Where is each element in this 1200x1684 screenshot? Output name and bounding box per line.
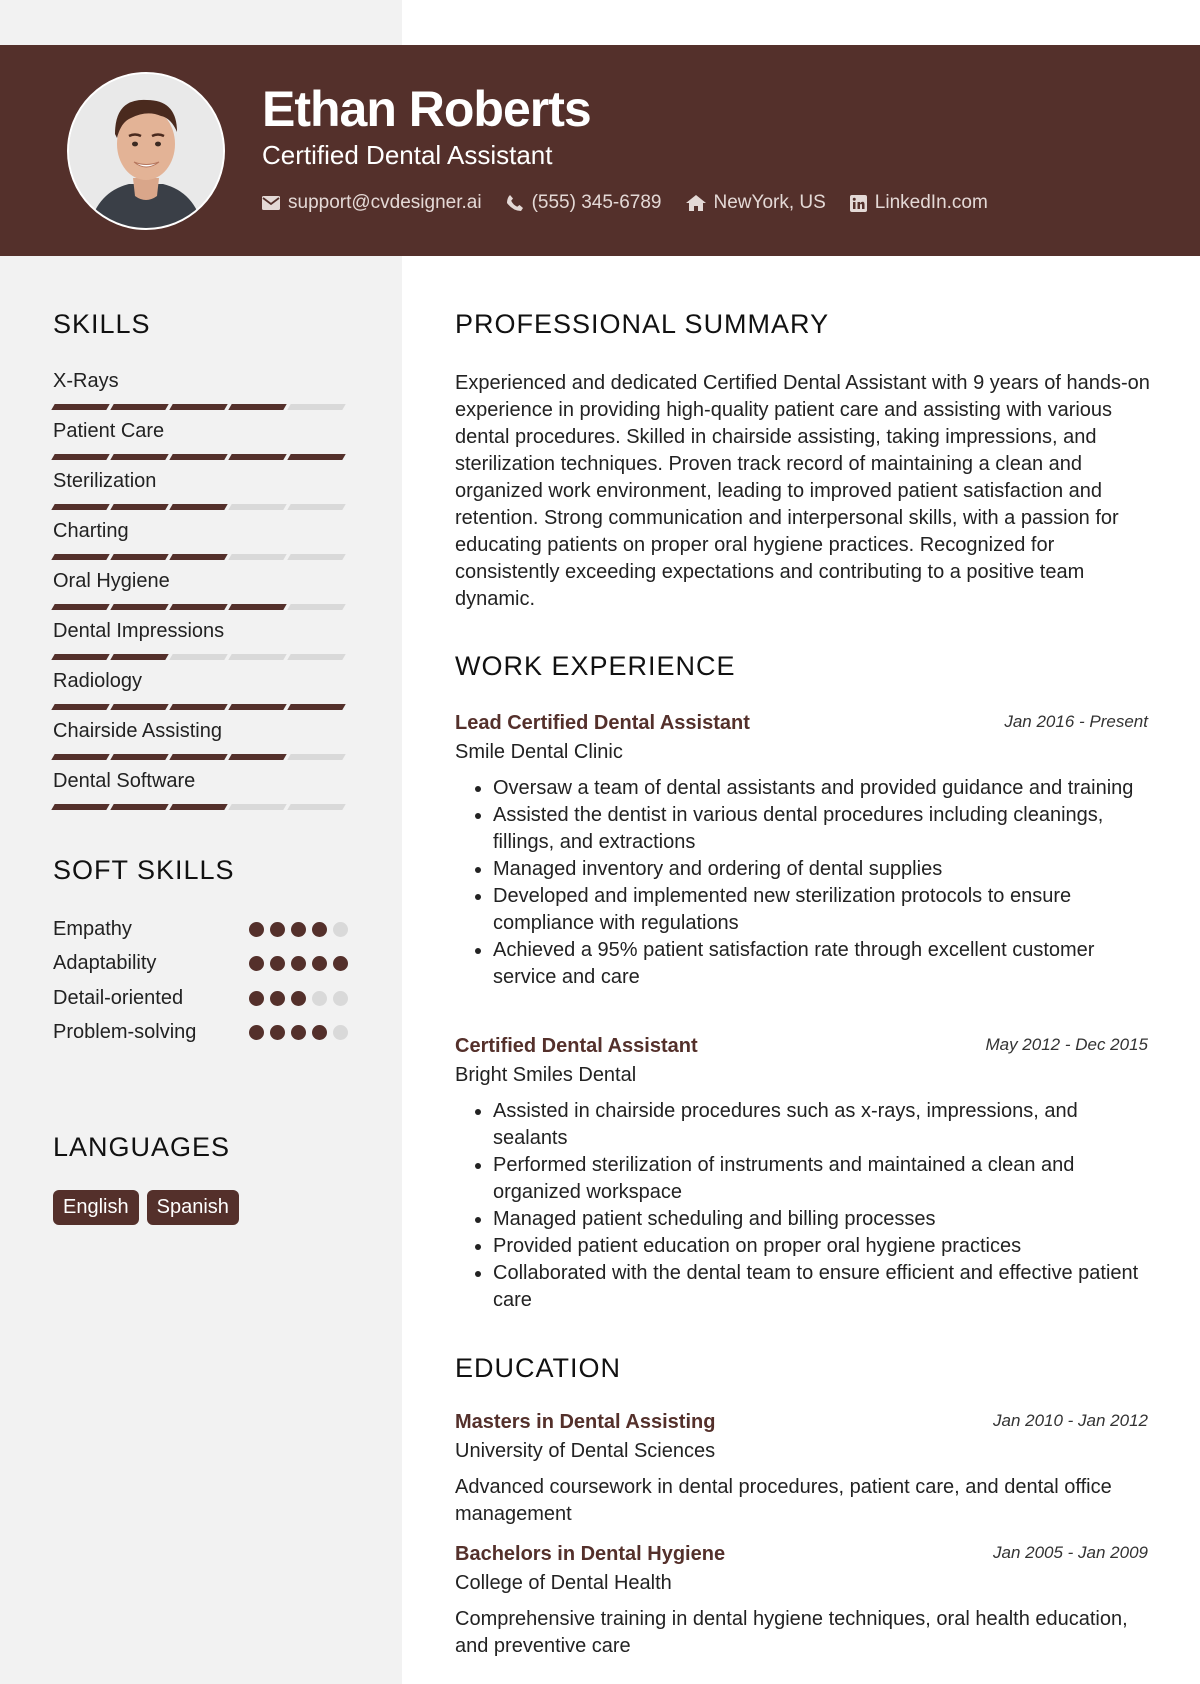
skill-level-segment <box>287 604 345 610</box>
skill-level-segment <box>287 654 345 660</box>
skill-level-segment <box>110 404 168 410</box>
rating-dot <box>249 991 264 1006</box>
skill-name: Patient Care <box>53 420 165 442</box>
soft-skill-name: Detail-oriented <box>53 986 184 1009</box>
rating-dot <box>249 956 264 971</box>
skill-level-segment <box>228 754 286 760</box>
skill-level-segment <box>228 654 286 660</box>
skill-level-segment <box>169 704 227 710</box>
bullet-item: • Achieved a 95% patient satisfaction rate through excellent customer service and care <box>493 937 1148 991</box>
home-icon <box>686 195 706 211</box>
rating-dot <box>333 991 348 1006</box>
job-role: Lead Certified Dental Assistant <box>455 712 750 734</box>
bullet-item: • Collaborated with the dental team to ensure efficient and effective patient care <box>493 1260 1148 1314</box>
education-description: Advanced coursework in dental procedures, patient care, and dental office management <box>455 1476 1112 1525</box>
rating-dot <box>270 956 285 971</box>
skill-level-segment <box>51 504 109 510</box>
skill-item <box>53 768 348 818</box>
bullet-item: • Provided patient education on proper oral hygiene practices <box>493 1233 1148 1260</box>
candidate-title: Certified Dental Assistant <box>262 140 553 170</box>
rating-dot <box>291 922 306 937</box>
skill-level-bar <box>53 654 344 660</box>
skill-level-segment <box>169 804 227 810</box>
soft-skill-name: Problem-solving <box>53 1021 197 1044</box>
skill-item <box>53 468 348 518</box>
skill-item <box>53 618 348 668</box>
skill-level-bar <box>53 454 344 460</box>
skill-name: Radiology <box>53 670 142 692</box>
skill-level-segment <box>51 704 109 710</box>
skill-level-segment <box>287 704 345 710</box>
soft-skill-rating <box>249 991 348 1006</box>
soft-skill-item <box>53 981 348 1016</box>
bullet-item: • Developed and implemented new sterilization protocols to ensure compliance with regulations <box>493 883 1148 937</box>
skill-level-segment <box>51 404 109 410</box>
contact-email[interactable] <box>262 192 482 214</box>
skill-level-segment <box>169 454 227 460</box>
email-text: support@cvdesigner.ai <box>288 192 482 213</box>
skill-name: Charting <box>53 520 129 542</box>
skill-level-segment <box>110 654 168 660</box>
soft-skill-name: Empathy <box>53 917 132 940</box>
summary-heading: PROFESSIONAL SUMMARY <box>455 309 830 339</box>
education-dates: Jan 2005 - Jan 2009 <box>992 1543 1148 1562</box>
skill-level-segment <box>110 604 168 610</box>
contact-linkedin[interactable] <box>850 192 988 214</box>
education-description: Comprehensive training in dental hygiene techniques, oral health education, and preventive care <box>455 1608 1128 1657</box>
skill-name: X-Rays <box>53 370 119 392</box>
skill-level-bar <box>53 504 344 510</box>
bullet-item: • Managed inventory and ordering of dental supplies <box>493 856 1148 883</box>
skill-level-segment <box>51 454 109 460</box>
job-company: Bright Smiles Dental <box>455 1064 637 1086</box>
skill-level-segment <box>287 554 345 560</box>
skill-level-segment <box>110 804 168 810</box>
rating-dot <box>312 922 327 937</box>
skill-level-segment <box>110 554 168 560</box>
skill-level-segment <box>169 404 227 410</box>
skill-level-segment <box>110 754 168 760</box>
skill-level-segment <box>51 654 109 660</box>
skill-level-bar <box>53 754 344 760</box>
education-dates: Jan 2010 - Jan 2012 <box>992 1411 1148 1430</box>
job-company: Smile Dental Clinic <box>455 741 623 763</box>
rating-dot <box>249 1025 264 1040</box>
soft-skill-item <box>53 1016 348 1051</box>
candidate-name: Ethan Roberts <box>262 81 591 137</box>
skill-level-segment <box>287 404 345 410</box>
skill-level-segment <box>169 504 227 510</box>
job-entry <box>455 1035 1148 1314</box>
skill-level-bar <box>53 704 344 710</box>
skill-level-segment <box>110 454 168 460</box>
skill-item <box>53 368 348 418</box>
skill-level-segment <box>228 404 286 410</box>
soft-skills-list <box>53 912 348 1050</box>
envelope-icon <box>262 196 280 210</box>
contact-phone[interactable] <box>506 192 662 214</box>
bullet-item: • Performed sterilization of instruments and maintained a clean and organized workspace <box>493 1152 1148 1206</box>
skill-level-segment <box>287 754 345 760</box>
skills-list <box>53 368 348 818</box>
phone-icon <box>506 194 524 212</box>
soft-skill-rating <box>249 922 348 937</box>
skill-level-segment <box>169 554 227 560</box>
language-tag: English <box>53 1190 139 1225</box>
skill-level-segment <box>228 704 286 710</box>
rating-dot <box>249 922 264 937</box>
soft-skills-heading: SOFT SKILLS <box>53 855 235 885</box>
skill-level-segment <box>169 604 227 610</box>
bullet-item: • Oversaw a team of dental assistants and provided guidance and training <box>493 775 1148 802</box>
rating-dot <box>333 922 348 937</box>
skill-item <box>53 568 348 618</box>
skill-name: Oral Hygiene <box>53 570 170 592</box>
skill-level-segment <box>228 604 286 610</box>
job-entry <box>455 712 1148 991</box>
phone-text: (555) 345-6789 <box>531 192 662 213</box>
job-bullets <box>455 1098 1148 1314</box>
languages-heading: LANGUAGES <box>53 1132 231 1162</box>
soft-skill-rating <box>249 1025 348 1040</box>
rating-dot <box>312 1025 327 1040</box>
skill-level-bar <box>53 554 344 560</box>
skill-level-segment <box>228 804 286 810</box>
skill-level-segment <box>169 654 227 660</box>
skill-level-segment <box>51 754 109 760</box>
skill-item <box>53 668 348 718</box>
rating-dot <box>270 922 285 937</box>
skill-level-bar <box>53 804 344 810</box>
languages-list <box>53 1190 239 1225</box>
rating-dot <box>333 1025 348 1040</box>
bullet-item: • Assisted the dentist in various dental procedures including cleanings, fillings, and extractions <box>493 802 1148 856</box>
skill-level-segment <box>228 504 286 510</box>
degree: Masters in Dental Assisting <box>455 1411 716 1433</box>
rating-dot <box>291 956 306 971</box>
skill-level-segment <box>51 554 109 560</box>
experience-heading: WORK EXPERIENCE <box>455 651 736 681</box>
skill-level-segment <box>228 554 286 560</box>
soft-skill-rating <box>249 956 348 971</box>
school: College of Dental Health <box>455 1572 672 1594</box>
school: University of Dental Sciences <box>455 1440 716 1462</box>
skill-level-segment <box>51 604 109 610</box>
skill-item <box>53 718 348 768</box>
skill-level-segment <box>287 804 345 810</box>
location-text: NewYork, US <box>713 192 826 213</box>
soft-skill-item <box>53 912 348 947</box>
education-heading: EDUCATION <box>455 1353 622 1383</box>
skill-item <box>53 518 348 568</box>
summary-text: Experienced and dedicated Certified Dental Assistant with 9 years of hands-on experience in providing high-quality patient care and assisting with various dental procedures. Skilled in chairside assisting, taking impressions, and sterilization techniques. Proven track record of maintaining a clean and organized work environment, leading to improved patient satisfaction and retention. Strong communication and interpersonal skills, with a passion for educating patients on proper oral hygiene practices. Recognized for consistently exceeding expectations and contributing to a positive team dynamic. <box>455 372 1150 610</box>
rating-dot <box>291 991 306 1006</box>
skill-level-bar <box>53 404 344 410</box>
skill-name: Chairside Assisting <box>53 720 222 742</box>
rating-dot <box>291 1025 306 1040</box>
skill-level-bar <box>53 604 344 610</box>
skill-level-segment <box>110 704 168 710</box>
linkedin-icon <box>850 195 867 212</box>
degree: Bachelors in Dental Hygiene <box>455 1543 726 1565</box>
language-tag: Spanish <box>147 1190 239 1225</box>
skill-name: Dental Impressions <box>53 620 225 642</box>
skill-level-segment <box>287 454 345 460</box>
job-bullets <box>455 775 1148 991</box>
skill-item <box>53 418 348 468</box>
rating-dot <box>270 991 285 1006</box>
skill-name: Dental Software <box>53 770 196 792</box>
profile-photo <box>67 72 225 230</box>
linkedin-text: LinkedIn.com <box>874 192 988 213</box>
education-entry <box>455 1543 1148 1660</box>
avatar-illustration <box>69 74 223 228</box>
skill-level-segment <box>228 454 286 460</box>
job-dates: May 2012 - Dec 2015 <box>985 1035 1148 1054</box>
skill-name: Sterilization <box>53 470 157 492</box>
rating-dot <box>312 991 327 1006</box>
rating-dot <box>270 1025 285 1040</box>
job-role: Certified Dental Assistant <box>455 1035 698 1057</box>
rating-dot <box>312 956 327 971</box>
bullet-item: • Managed patient scheduling and billing processes <box>493 1206 1148 1233</box>
skill-level-segment <box>287 504 345 510</box>
soft-skill-item <box>53 947 348 982</box>
skill-level-segment <box>51 804 109 810</box>
education-entry <box>455 1411 1148 1528</box>
skill-level-segment <box>169 754 227 760</box>
skill-level-segment <box>110 504 168 510</box>
skills-heading: SKILLS <box>53 309 151 339</box>
contact-location <box>686 192 826 214</box>
job-dates: Jan 2016 - Present <box>1004 712 1148 731</box>
bullet-item: • Assisted in chairside procedures such as x-rays, impressions, and sealants <box>493 1098 1148 1152</box>
rating-dot <box>333 956 348 971</box>
soft-skill-name: Adaptability <box>53 952 157 975</box>
contact-info <box>262 192 988 214</box>
